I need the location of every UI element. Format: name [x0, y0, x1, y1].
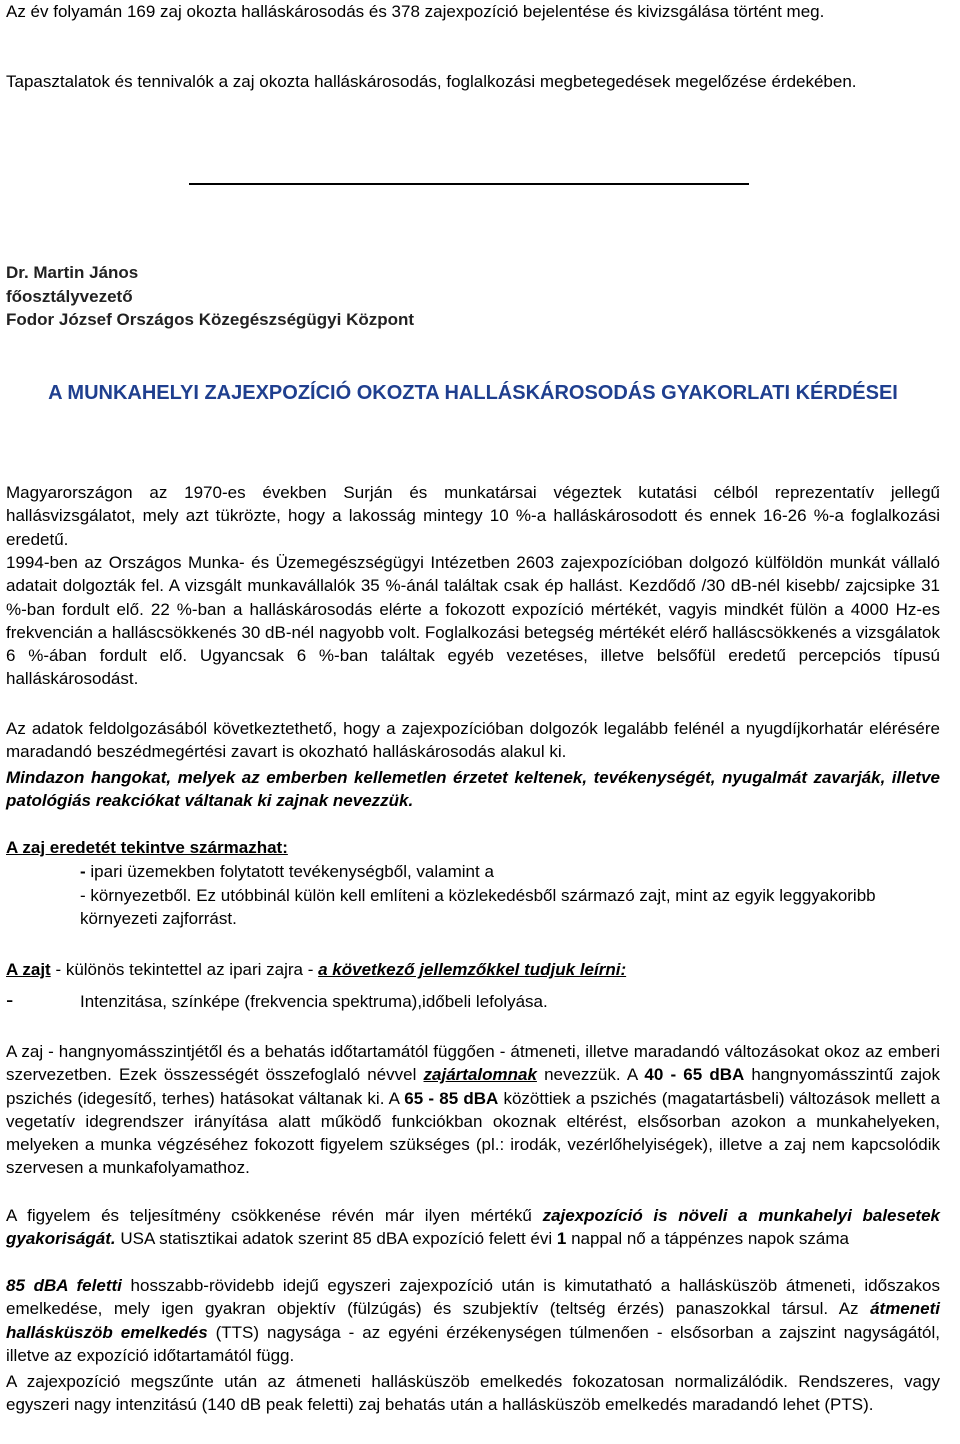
origin-item-1-text: ipari üzemekben folytatott tevékenységből, valamint a: [85, 862, 494, 881]
p5-text-a: A figyelem és teljesítmény csökkenése révén már ilyen mértékű: [6, 1206, 543, 1225]
p6-emphasis-c: átmeneti hallásküszöb emelkedés: [6, 1299, 940, 1342]
noise-description-line: [6, 958, 940, 981]
p4-text-c: nevezzük. A: [536, 1065, 645, 1085]
origin-item-1: [80, 860, 940, 883]
body-paragraph-7: A zajexpozíció megszűnte után az átmeneti hallásküszöb emelkedés fokozatosan normalizálódik. Rendszeres, vagy egyszeri nagy intenzitású (140 dB peak feletti) zaj behatás után a hallásküszöb emelkedés maradandó lehet (PTS).: [6, 1372, 940, 1415]
author-organization: Fodor József Országos Közegészségügyi Központ: [6, 310, 415, 329]
p5-text-c: USA statisztikai adatok szerint 85 dBA expozíció felett évi: [115, 1229, 557, 1249]
p4-text-e: hangnyomásszintű zajok pszichés (idegesítő, terhes) hatásokat váltanak ki. A: [6, 1065, 941, 1108]
origin-heading: A zaj eredetét tekintve származhat:: [6, 838, 288, 857]
p6-emphasis-a: 85 dBA feletti: [6, 1276, 122, 1295]
author-name: Dr. Martin János: [6, 263, 139, 282]
origin-item-2: - környezetből. Ez utóbbinál külön kell említeni a közlekedésből származó zajt, mint az egyik leggyakoribb környezeti zajforrást.: [80, 886, 876, 929]
characteristics-item: [6, 988, 548, 1013]
separator-line: [189, 183, 749, 185]
p4-range-40-65: 40 - 65 dBA: [644, 1065, 745, 1085]
document-title: A MUNKAHELYI ZAJEXPOZÍCIÓ OKOZTA HALLÁSKÁROSODÁS GYAKORLATI KÉRDÉSEI: [48, 382, 898, 404]
body-paragraph-3: Az adatok feldolgozásából következtethető, hogy a zajexpozícióban dolgozók legalább felénél a nyugdíjkorhatár elérésére maradandó beszédmegértési zavart is okozható halláskárosodás alakul ki.: [6, 719, 940, 762]
p4-text-g: közöttiek a pszichés (magatartásbeli) változások mellett a vegetatív idegrendszer irányítása alatt működő funkciókban okoznak eltérést, elsősorban azokon a munkahelyeken, melyeken a munka végzéséhez fokozott figyelem szükséges (pl.: irodák, vezérlőhelyiségek), illetve a zaj nem kapcsolódik szervesen a munkafolyamathoz.: [6, 1088, 940, 1178]
p4-range-65-85: 65 - 85 dBA: [404, 1088, 499, 1108]
intro-paragraph-1: Az év folyamán 169 zaj okozta halláskárosodás és 378 zajexpozíció bejelentése és kivizsgálása történt meg.: [6, 2, 825, 21]
noise-description-mid: - különös tekintettel az ipari zajra -: [50, 960, 319, 979]
characteristics-dash: -: [6, 987, 14, 1012]
body-paragraph-4: [6, 1040, 940, 1180]
p4-term-zajartalom: zajártalomnak: [423, 1065, 537, 1085]
noise-definition: Mindazon hangokat, melyek az emberben kellemetlen érzetet keltenek, tevékenységét, nyugalmát zavarják, illetve patológiás reakciókat váltanak ki zajnak nevezzük.: [6, 768, 940, 811]
body-paragraph-5: [6, 1204, 940, 1251]
origin-item-1-dash: -: [80, 862, 86, 881]
characteristics-text: Intenzitása, színképe (frekvencia spektruma),időbeli lefolyása.: [80, 992, 548, 1011]
body-paragraph-6: [6, 1274, 940, 1367]
p5-emphasis: zajexpozíció is növeli a munkahelyi balesetek gyakoriságát.: [6, 1206, 940, 1249]
author-role: főosztályvezető: [6, 286, 133, 306]
p5-text-e: nappal nő a táppénzes napok száma: [566, 1229, 849, 1249]
p5-number: 1: [556, 1229, 567, 1249]
noise-term: A zajt: [6, 960, 51, 979]
body-paragraph-2: 1994-ben az Országos Munka- és Üzemegészségügyi Intézetben 2603 zajexpozícióban dolgozó külföldön munkát vállaló adatait dolgozták fel. A vizsgált munkavállalók 35 %-ánál találtak csak ép hallást. Kezdődő /30 dB-nél kisebb/ zajcsipke 31 %-ban fordult elő. 22 %-ban a halláskárosodás elérte a fokozott expozíció mértékét, vagyis mindkét fülön a 4000 Hz-es frekvencián a halláscsökkenés 30 dB-nél nagyobb volt. Foglalkozási betegség mértékét elérő halláscsökkenés a vizsgálatok 6 %-ában fordult elő. Ugyancsak 6 %-ban találtak egyéb vezetéses, illetve belsőfül eredetű percepciós típusú halláskárosodást.: [6, 553, 940, 689]
p6-text-b: hosszabb-rövidebb idejű egyszeri zajexpozíció után is kimutatható a hallásküszöb átmeneti, időszakos emelkedése, mely igen gyakran objektív (fülzúgás) és szubjektív (teltség érzés) panaszokkal társul. Az: [6, 1276, 940, 1319]
author-block: [6, 261, 414, 332]
intro-paragraph-2: Tapasztalatok és tennivalók a zaj okozta halláskárosodás, foglalkozási megbetegedések megelőzése érdekében.: [6, 72, 857, 91]
p6-text-d: (TTS) nagysága - az egyéni érzékenységen túlmenően - elsősorban a zajszint nagyságától, illetve az expozíció időtartamától függ.: [6, 1322, 941, 1365]
noise-description-emphasis: a következő jellemzőkkel tudjuk leírni:: [318, 960, 627, 979]
p4-text-a: A zaj - hangnyomásszintjétől és a behatás időtartamától függően - átmeneti, illetve maradandó változásokat okoz az emberi szervezetben. Ezek összességét összefoglaló névvel: [6, 1042, 940, 1085]
body-paragraph-1: Magyarországon az 1970-es években Surján és munkatársai végeztek kutatási célból reprezentatív jellegű hallásvizsgálatot, mely azt tükrözte, hogy a lakosság mintegy 10 %-a halláskárosodott és ennek 16-26 %-a foglalkozási eredetű.: [6, 483, 940, 549]
